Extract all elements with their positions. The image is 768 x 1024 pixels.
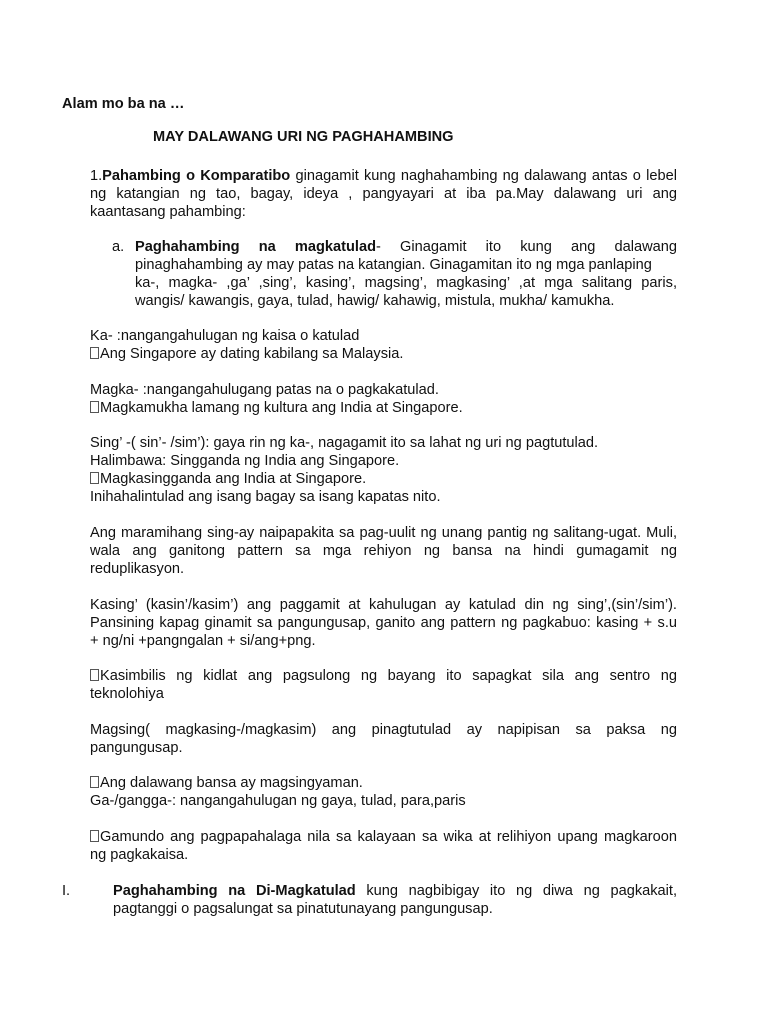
item-a-line3: ka-, magka- ,ga’ ,sing’, kasing’, magsing’, magkasing’ ,at mga salitang paris, [135, 275, 677, 291]
section-1-number: 1. [90, 168, 103, 184]
kasimbilis-example [90, 667, 677, 703]
intro-heading: Alam mo ba na … [62, 96, 185, 112]
bullet-box-icon [90, 669, 99, 681]
sing-halimbawa: Halimbawa: Singganda ng India ang Singapore. [90, 453, 400, 469]
gamundo-example [90, 828, 677, 864]
maramihan-line3: reduplikasyon. [90, 561, 185, 577]
bullet-box-icon [90, 401, 99, 413]
ga-definition: Ga-/gangga-: nangangahulugan ng gaya, tulad, para,paris [90, 793, 466, 809]
section-I-paragraph [113, 882, 677, 918]
maramihan-line1: Ang maramihang sing-ay naipapakita sa pag-uulit ng unang pantig ng salitang-ugat. Muli, [90, 525, 677, 541]
section-I-marker: I. [62, 883, 71, 899]
maramihan-paragraph [90, 524, 677, 578]
section-1-paragraph [90, 167, 677, 221]
item-a-paragraph [135, 238, 677, 310]
section-1-term: Pahambing o Komparatibo [102, 168, 291, 184]
magka-block [90, 381, 677, 417]
kasing-line1: Kasing’ (kasin’/kasim’) ang paggamit at kahulugan ay katulad din ng sing’,(sin’/sim’). [90, 597, 677, 613]
bullet-box-icon [90, 347, 99, 359]
item-a-marker: a. [112, 239, 125, 255]
kasing-line2: Pansining kapag ginamit sa pangungusap, ganito ang pattern ng pagkabuo: kasing + s.u [90, 615, 677, 631]
item-a-line4: wangis/ kawangis, gaya, tulad, hawig/ kahawig, mistula, mukha/ kamukha. [135, 293, 615, 309]
bansa-block [90, 774, 677, 810]
kasimbilis-line1: Kasimbilis ng kidlat ang pagsulong ng bayang ito sapagkat sila ang sentro ng [100, 668, 677, 684]
magsing-line1: Magsing( magkasing-/magkasim) ang pinagtutulad ay napipisan sa paksa ng [90, 722, 677, 738]
item-a-term: Paghahambing na magkatulad [135, 239, 377, 255]
ka-example: Ang Singapore ay dating kabilang sa Malaysia. [90, 345, 677, 363]
kasing-paragraph [90, 596, 677, 650]
sing-example: Magkasingganda ang India at Singapore. [90, 470, 677, 488]
section-1-line3: kaantasang pahambing: [90, 204, 246, 220]
gamundo-line2: ng pagkakaisa. [90, 847, 189, 863]
bullet-box-icon [90, 776, 99, 788]
bullet-box-icon [90, 472, 99, 484]
section-I-line1-rest: kung nagbibigay ito ng diwa ng pagkakait, [355, 883, 678, 899]
ka-definition: Ka- :nangangahulugan ng kaisa o katulad [90, 328, 360, 344]
sing-block [90, 434, 677, 506]
magsing-paragraph [90, 721, 677, 757]
sing-note: Inihahalintulad ang isang bagay sa isang kapatas nito. [90, 489, 441, 505]
section-1-line1-rest: ginagamit kung naghahambing ng dalawang antas o lebel [290, 168, 677, 184]
kasimbilis-line2: teknolohiya [90, 686, 164, 702]
ka-block [90, 327, 677, 363]
magsing-line2: pangungusap. [90, 740, 183, 756]
kasing-line3: + ng/ni +pangngalan + si/ang+png. [90, 633, 316, 649]
bansa-example: Ang dalawang bansa ay magsingyaman. [90, 774, 677, 792]
sing-definition: Sing’ -( sin’- /sim’): gaya rin ng ka-, nagagamit ito sa lahat ng uri ng pagtutulad. [90, 435, 599, 451]
maramihan-line2: wala ang ganitong pattern sa mga rehiyon ng bansa na hindi gumagamit ng [90, 543, 677, 559]
section-1-line2: ng katangian ng tao, bagay, ideya , pangyayari at iba pa.May dalawang uri ang [90, 186, 677, 202]
gamundo-line1: Gamundo ang pagpapahalaga nila sa kalayaan sa wika at relihiyon upang magkaroon [100, 829, 677, 845]
section-I-line2: pagtanggi o pagsalungat sa pinatutunayang pangungusap. [113, 901, 493, 917]
section-I-term: Paghahambing na Di-Magkatulad [113, 883, 356, 899]
item-a-line1-rest: - Ginagamit ito kung ang dalawang [376, 239, 677, 255]
bullet-box-icon [90, 830, 99, 842]
magka-definition: Magka- :nangangahulugang patas na o pagkakatulad. [90, 382, 439, 398]
magka-example: Magkamukha lamang ng kultura ang India at Singapore. [90, 399, 677, 417]
document-title: MAY DALAWANG URI NG PAGHAHAMBING [153, 129, 454, 145]
item-a-line2: pinaghahambing ay may patas na katangian. Ginagamitan ito ng mga panlaping [135, 257, 652, 273]
